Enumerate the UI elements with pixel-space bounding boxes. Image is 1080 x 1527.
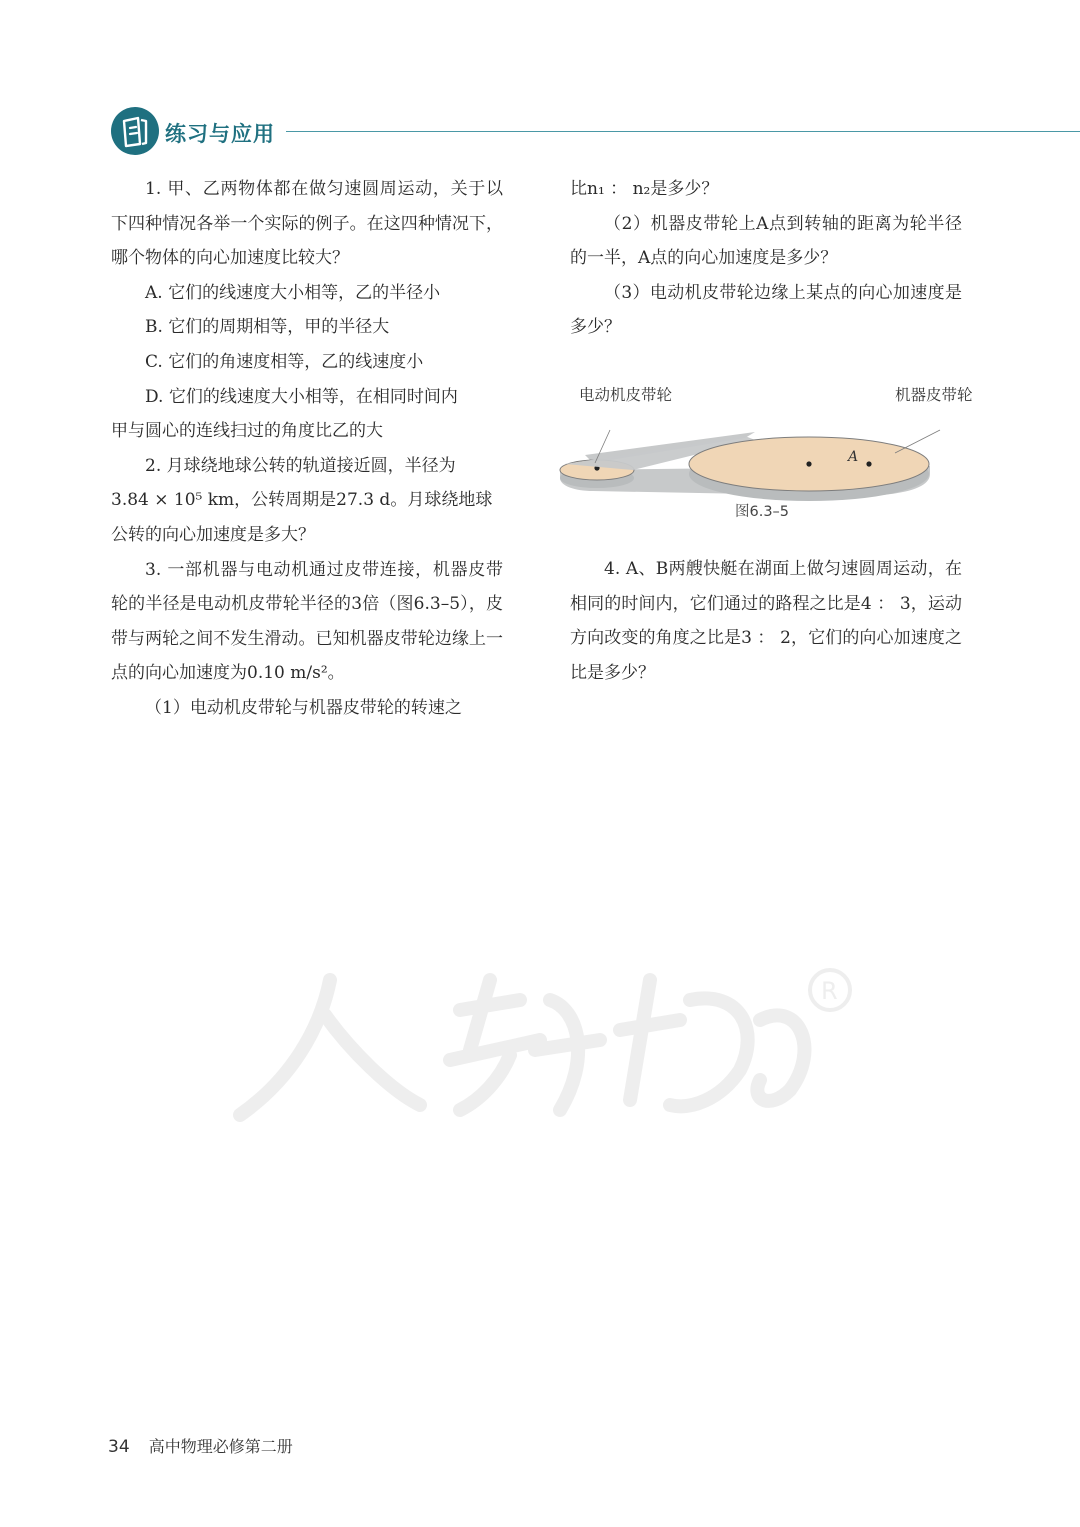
- right-column-top: [570, 172, 962, 345]
- option-d-continued: 甲与圆心的连线扫过的角度比乙的大: [111, 421, 383, 442]
- question-3-part-2: （2）机器皮带轮上A点到转轴的距离为轮半径的一半，A点的向心加速度是多少？: [570, 213, 962, 269]
- point-a-dot: [866, 461, 871, 466]
- machine-wheel-label: 机器皮带轮: [895, 386, 973, 404]
- page-footer: [108, 1434, 293, 1457]
- question-3-part-1: （1）电动机皮带轮与机器皮带轮的转速之: [145, 697, 462, 718]
- option-d: D. 它们的线速度大小相等，在相同时间内: [145, 386, 458, 407]
- section-title: 练习与应用: [165, 122, 275, 146]
- left-column: [111, 172, 503, 726]
- header-divider: [286, 131, 1080, 132]
- question-3-part-3: （3）电动机皮带轮边缘上某点的向心加速度是多少？: [570, 282, 962, 338]
- exercise-icon: [110, 106, 160, 156]
- question-3: 3. 一部机器与电动机通过皮带连接，机器皮带轮的半径是电动机皮带轮半径的3倍（图6.3–5），皮带与两轮之间不发生滑动。已知机器皮带轮边缘上一点的向心加速度为0.10 m/s²。: [111, 559, 503, 684]
- machine-label-leader: [895, 430, 940, 453]
- question-2: 2. 月球绕地球公转的轨道接近圆，半径为: [145, 455, 456, 476]
- question-3-part-1-continued: 比n₁ ： n₂是多少？: [570, 179, 719, 199]
- machine-wheel-axis: [806, 461, 811, 466]
- right-column-bottom: [570, 552, 962, 690]
- option-c: C. 它们的角速度相等，乙的线速度小: [145, 351, 424, 372]
- point-a-label: A: [848, 449, 859, 465]
- section-header: [110, 106, 1080, 158]
- watermark-logo: [220, 940, 870, 1140]
- page-number: 34: [108, 1437, 130, 1457]
- question-1: 1. 甲、乙两物体都在做匀速圆周运动，关于以下四种情况各举一个实际的例子。在这四种情况下，哪个物体的向心加速度比较大？: [111, 179, 503, 269]
- motor-wheel-label: 电动机皮带轮: [579, 386, 673, 404]
- figure-caption: 图6.3–5: [735, 504, 790, 520]
- registered-mark: R: [821, 977, 838, 1005]
- question-2-continued: 3.84 × 10⁵ km，公转周期是27.3 d。月球绕地球公转的向心加速度是多大？: [111, 490, 493, 545]
- book-title: 高中物理必修第二册: [148, 1437, 293, 1456]
- option-a: A. 它们的线速度大小相等，乙的半径小: [145, 282, 441, 303]
- question-4: 4. A、B两艘快艇在湖面上做匀速圆周运动，在相同的时间内，它们通过的路程之比是4 ： 3，运动方向改变的角度之比是3 ： 2，它们的向心加速度之比是多少？: [570, 559, 962, 683]
- publisher-watermark: [220, 940, 870, 1140]
- option-b: B. 它们的周期相等，甲的半径大: [145, 317, 390, 338]
